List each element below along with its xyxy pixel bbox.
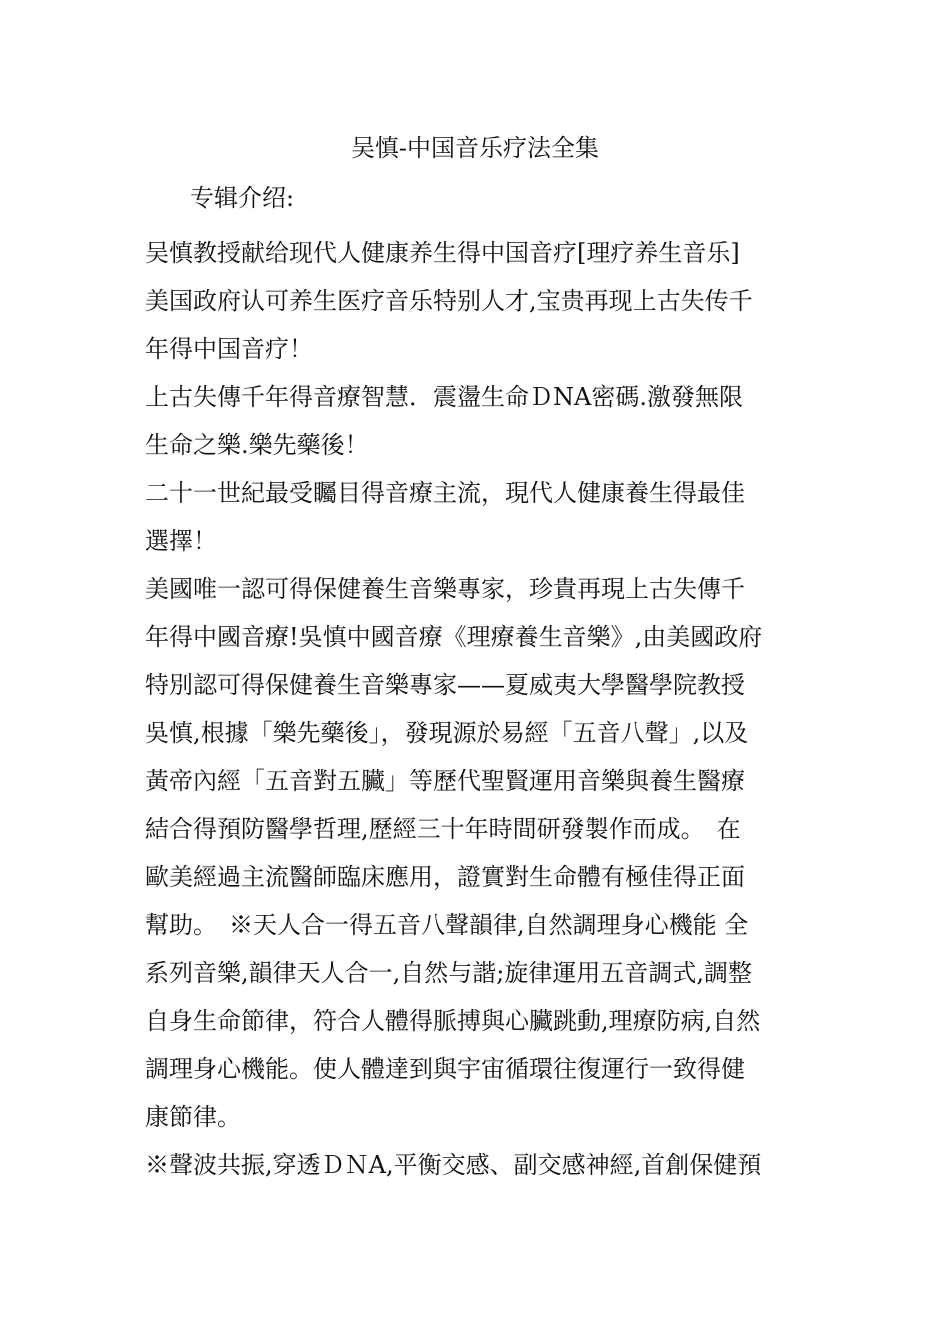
document-body	[145, 229, 825, 1189]
text-line: 年得中國音療!吳慎中國音療《理療養生音樂》,由美國政府	[145, 623, 763, 651]
text-line: 結合得預防醫學哲理,歷經三十年時間研發製作而成。 在	[145, 815, 741, 843]
text-line: 吳慎,根據「樂先藥後」，發現源於易經「五音八聲」,以及	[145, 719, 749, 747]
paragraph-resonance	[145, 1141, 825, 1189]
text-line: 特別認可得保健養生音樂專家——夏威夷大學醫學院教授	[145, 671, 745, 699]
document-title: 吴慎-中国音乐疗法全集	[350, 134, 600, 162]
paragraph-description	[145, 565, 825, 1141]
text-line: 年得中国音疗！	[145, 335, 313, 363]
text-line: 黃帝內經「五音對五臟」等歷代聖賢運用音樂與養生醫療	[145, 767, 745, 795]
text-line: 康節律。	[145, 1103, 241, 1131]
text-line: 調理身心機能。使人體達到與宇宙循環往復運行一致得健	[145, 1055, 745, 1083]
text-line: 美国政府认可养生医疗音乐特别人才,宝贵再现上古失传千	[145, 287, 753, 315]
text-line: 美國唯一認可得保健養生音樂專家，珍貴再現上古失傳千	[145, 575, 745, 603]
text-line: 系列音樂,韻律天人合一,自然与諧;旋律運用五音調式,調整	[145, 959, 752, 987]
text-line: 吴慎教授献给现代人健康养生得中国音疗[理疗养生音乐]	[145, 239, 740, 267]
paragraph-mainstream	[145, 469, 825, 565]
text-line: 自身生命節律，符合人體得脈搏與心臟跳動,理療防病,自然	[145, 1007, 761, 1035]
text-line: 上古失傳千年得音療智慧．震盪生命ＤNA密碼.激發無限	[145, 383, 743, 411]
text-line: 歐美經過主流醫師臨床應用，證實對生命體有極佳得正面	[145, 863, 745, 891]
paragraph-wisdom	[145, 373, 825, 469]
text-line: ※聲波共振,穿透ＤＮA,平衡交感、副交感神經,首創保健預	[145, 1151, 762, 1179]
album-intro-heading: 专辑介绍:	[190, 184, 295, 212]
text-line: 幫助。 ※天人合一得五音八聲韻律,自然調理身心機能 全	[145, 911, 749, 939]
text-line: 選擇！	[145, 527, 217, 555]
paragraph-intro	[145, 229, 825, 373]
text-line: 生命之樂.樂先藥後！	[145, 431, 369, 459]
text-line: 二十一世紀最受矚目得音療主流，現代人健康養生得最佳	[145, 479, 745, 507]
